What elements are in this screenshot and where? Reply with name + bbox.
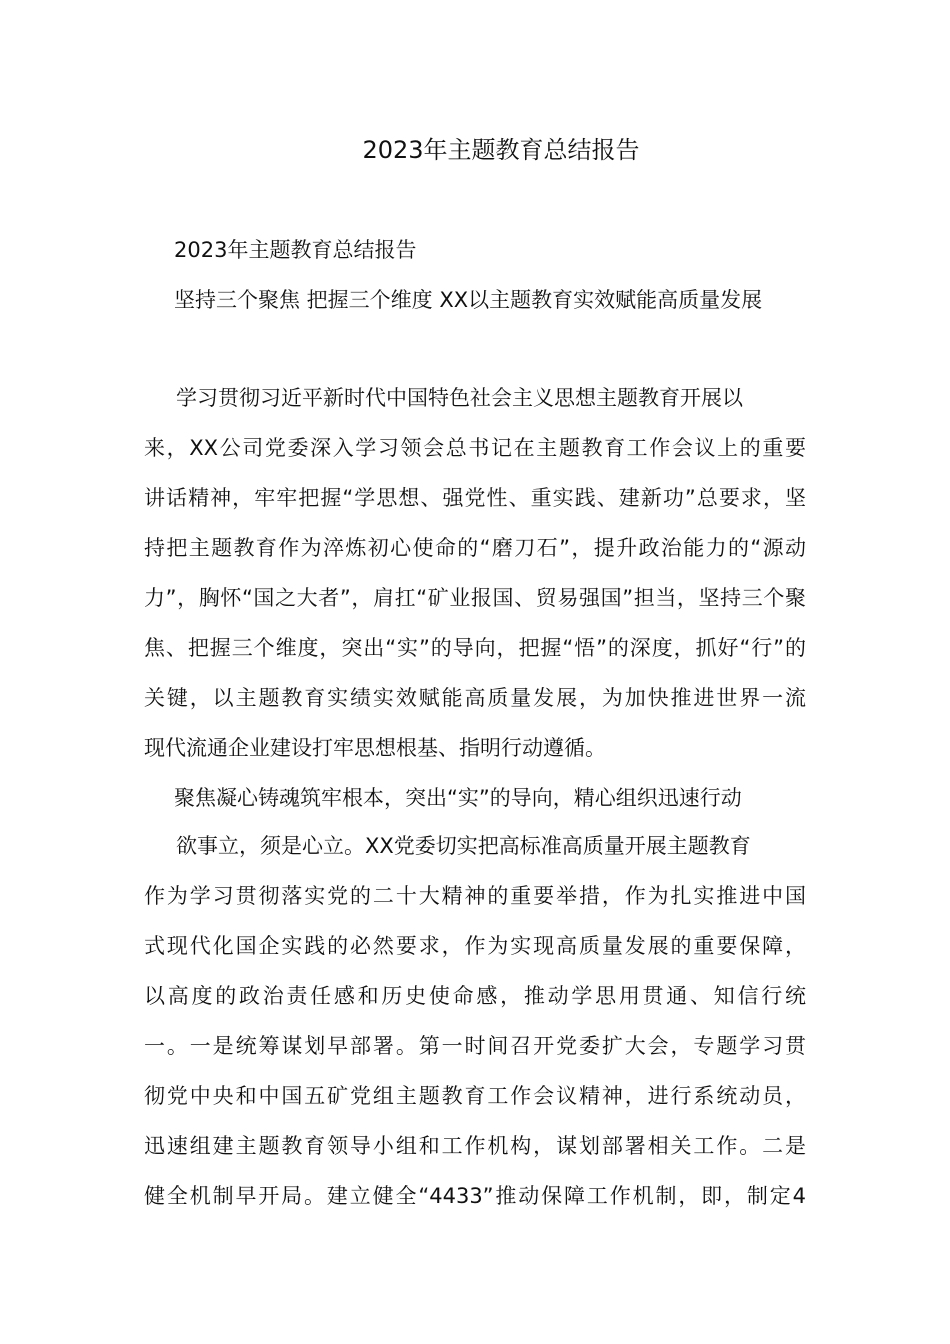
paragraph-line: 焦、把握三个维度，突出“实”的导向，把握“悟”的深度，抓好“行”的: [144, 636, 806, 660]
paragraph-line: 关键，以主题教育实绩实效赋能高质量发展，为加快推进世界一流: [144, 686, 806, 710]
paragraph-line: 一。一是统筹谋划早部署。第一时间召开党委扩大会，专题学习贯: [144, 1034, 806, 1058]
document-heading: 坚持三个聚焦 把握三个维度 XX以主题教育实效赋能高质量发展: [174, 288, 763, 312]
document-subtitle: 2023年主题教育总结报告: [174, 238, 417, 262]
section-heading: 聚焦凝心铸魂筑牢根本，突出“实”的导向，精心组织迅速行动: [174, 786, 742, 810]
document-title: 2023年主题教育总结报告: [362, 136, 640, 164]
paragraph-line: 现代流通企业建设打牢思想根基、指明行动遵循。: [144, 736, 606, 760]
paragraph-line: 以高度的政治责任感和历史使命感，推动学思用贯通、知信行统: [144, 984, 806, 1008]
paragraph-line: 讲话精神，牢牢把握“学思想、强党性、重实践、建新功”总要求，坚: [144, 486, 806, 510]
paragraph-line: 来，XX公司党委深入学习领会总书记在主题教育工作会议上的重要: [144, 436, 806, 460]
paragraph-line: 健全机制早开局。建立健全“4433”推动保障工作机制，即，制定4: [144, 1184, 806, 1208]
paragraph-line: 欲事立，须是心立。XX党委切实把高标准高质量开展主题教育: [176, 834, 751, 858]
paragraph-line: 作为学习贯彻落实党的二十大精神的重要举措，作为扎实推进中国: [144, 884, 806, 908]
paragraph-line: 式现代化国企实践的必然要求，作为实现高质量发展的重要保障，: [144, 934, 806, 958]
paragraph-line: 彻党中央和中国五矿党组主题教育工作会议精神，进行系统动员，: [144, 1084, 806, 1108]
paragraph-line: 持把主题教育作为淬炼初心使命的“磨刀石”，提升政治能力的“源动: [144, 536, 806, 560]
paragraph-line: 迅速组建主题教育领导小组和工作机构，谋划部署相关工作。二是: [144, 1134, 806, 1158]
paragraph-line: 力”，胸怀“国之大者”，肩扛“矿业报国、贸易强国”担当，坚持三个聚: [144, 586, 806, 610]
paragraph-line: 学习贯彻习近平新时代中国特色社会主义思想主题教育开展以: [176, 386, 743, 410]
